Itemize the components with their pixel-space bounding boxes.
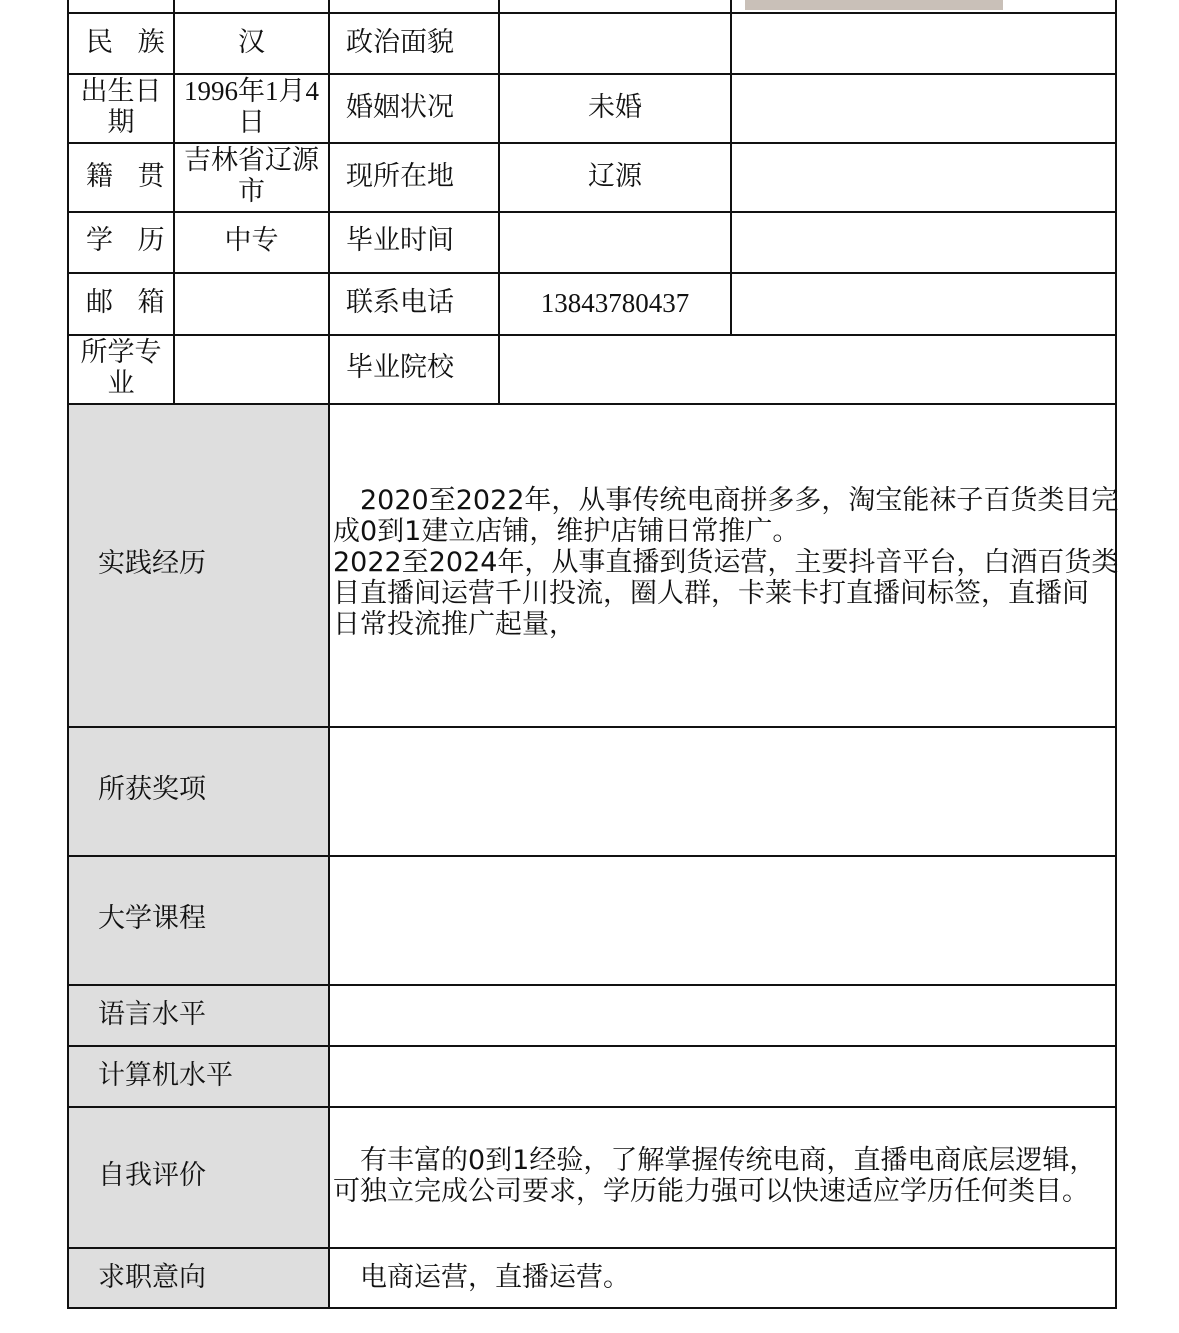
cell-label-school: 毕业院校 [346, 352, 454, 383]
cell-label-education: 学 历 [86, 225, 173, 256]
cell-value-ethnicity: 汉 [238, 27, 265, 58]
section-content-job-intent: 电商运营，直播运营。 [333, 1262, 630, 1293]
section-label-experience: 实践经历 [98, 548, 206, 579]
cell-value-phone: 13843780437 [540, 288, 690, 318]
cell-value-marital: 未婚 [588, 92, 642, 123]
cell-label-phone: 联系电话 [346, 287, 454, 318]
cell-value-hometown: 吉林省辽源 市 [184, 145, 319, 207]
cell-label-location: 现所在地 [346, 161, 454, 192]
section-label-awards: 所获奖项 [98, 774, 206, 805]
cell-value-education: 中专 [224, 225, 279, 256]
section-content-experience: 2020至2022年，从事传统电商拼多多，淘宝能袜子百货类目完 成0到1建立店铺，维护店铺日常推广。 2022至2024年，从事直播到货运营，主要抖音平台，白酒百货类 目直播间运营千川投流，圈人群，卡莱卡打直播间标签，直播间 日常投流推广起量， [333, 485, 1119, 640]
cell-label-birthdate: 出生日 期 [80, 76, 162, 138]
cell-label-hometown: 籍 贯 [86, 161, 173, 192]
section-label-self-eval: 自我评价 [98, 1160, 206, 1191]
cell-label-marital: 婚姻状况 [346, 92, 454, 123]
cell-label-major: 所学专 业 [80, 337, 162, 399]
cell-label-ethnicity: 民 族 [86, 27, 173, 58]
section-label-courses: 大学课程 [98, 903, 206, 934]
photo [745, 0, 1003, 10]
cell-label-graduation-time: 毕业时间 [346, 225, 454, 256]
cell-value-location: 辽源 [588, 161, 642, 192]
section-label-computer: 计算机水平 [98, 1060, 233, 1091]
cell-label-political: 政治面貌 [346, 27, 454, 58]
cell-label-email: 邮 箱 [86, 287, 173, 318]
section-label-language: 语言水平 [98, 999, 206, 1030]
section-content-self-eval: 有丰富的0到1经验，了解掌握传统电商，直播电商底层逻辑， 可独立完成公司要求，学历能力强可以快速适应学历任何类目。 [333, 1145, 1097, 1207]
cell-value-birthdate: 1996年1月4 日 [184, 76, 319, 137]
section-label-job-intent: 求职意向 [98, 1262, 206, 1293]
